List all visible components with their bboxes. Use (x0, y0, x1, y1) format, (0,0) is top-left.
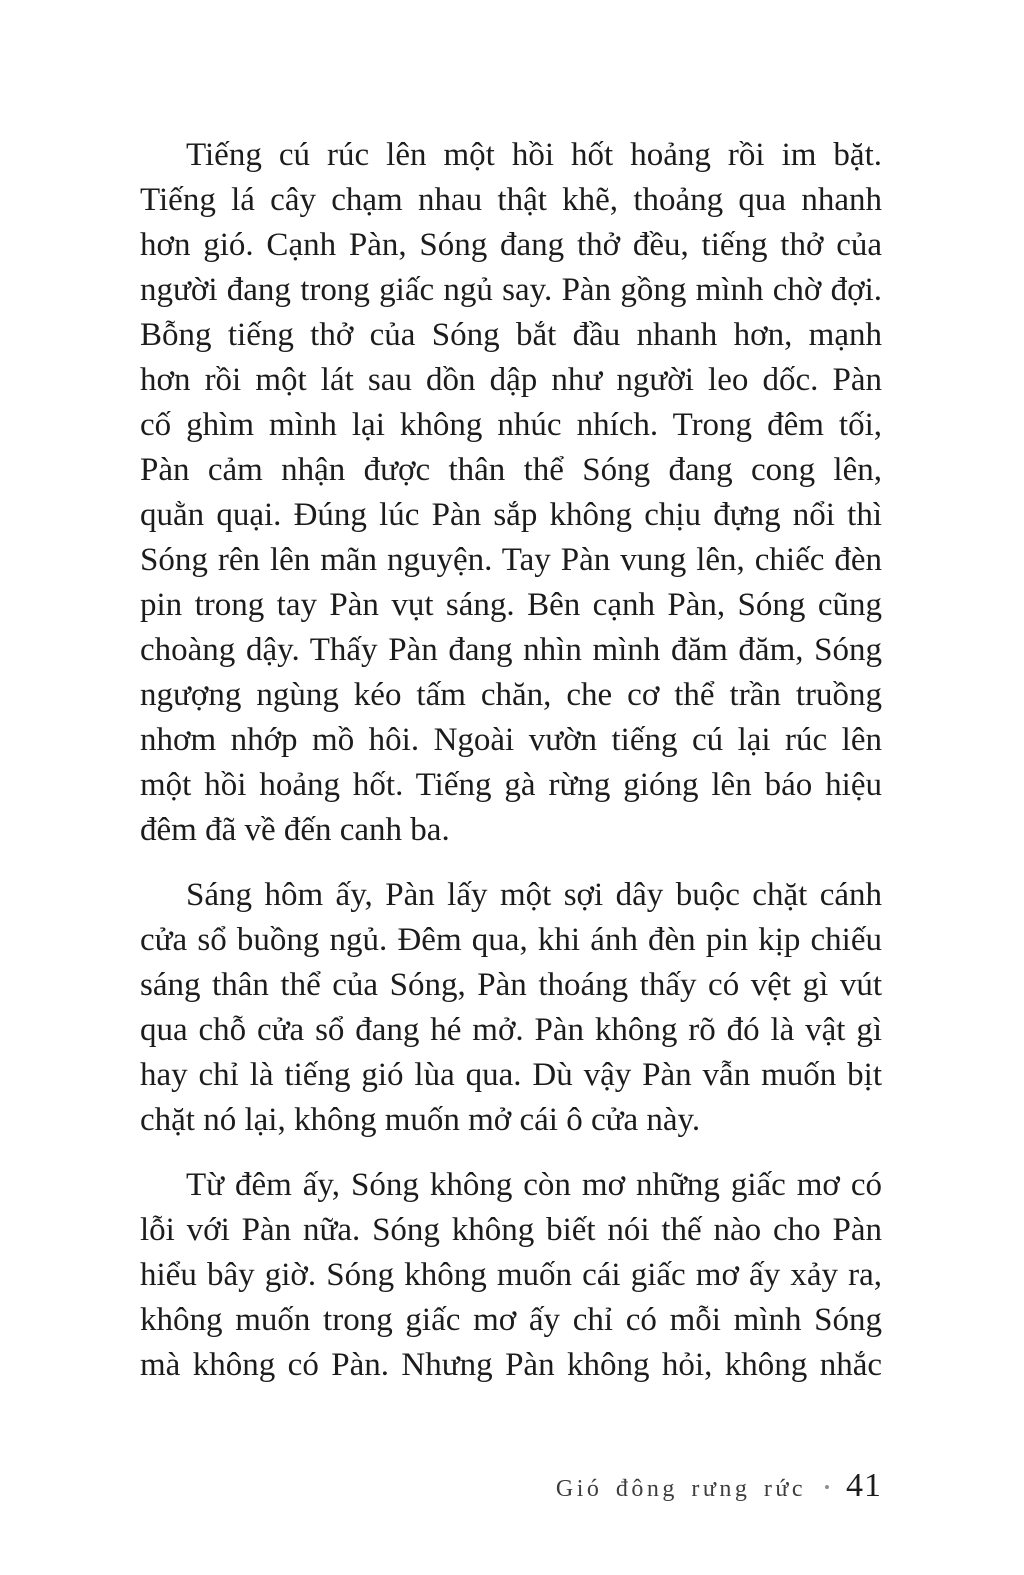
text-line: không muốn trong giấc mơ ấy chỉ có mỗi mình Sóng (140, 1302, 882, 1338)
text-line: Bỗng tiếng thở của Sóng bắt đầu nhanh hơn, mạnh (140, 317, 882, 353)
text-line: Sáng hôm ấy, Pàn lấy một sợi dây buộc chặt cánh (186, 877, 882, 913)
text-line: choàng dậy. Thấy Pàn đang nhìn mình đăm đăm, Sóng (140, 632, 882, 668)
text-line: Tiếng cú rúc lên một hồi hốt hoảng rồi im bặt. (186, 137, 882, 173)
text-line: hiểu bây giờ. Sóng không muốn cái giấc mơ ấy xảy ra, (140, 1257, 882, 1293)
text-line: người đang trong giấc ngủ say. Pàn gồng mình chờ đợi. (140, 272, 882, 308)
text-line: hơn rồi một lát sau dồn dập như người leo dốc. Pàn (140, 362, 882, 398)
text-line: chặt nó lại, không muốn mở cái ô cửa này. (140, 1102, 701, 1138)
page-footer (556, 1467, 882, 1505)
text-line: cửa sổ buồng ngủ. Đêm qua, khi ánh đèn pin kịp chiếu (140, 922, 882, 958)
text-line: pin trong tay Pàn vụt sáng. Bên cạnh Pàn, Sóng cũng (140, 587, 882, 623)
text-line: Pàn cảm nhận được thân thể Sóng đang cong lên, (140, 452, 882, 488)
footer-separator-dot: • (824, 1478, 830, 1497)
text-line: Sóng rên lên mãn nguyện. Tay Pàn vung lên, chiếc đèn (140, 542, 882, 578)
paragraph (140, 133, 882, 853)
paragraph (140, 1163, 882, 1388)
text-line: cố ghìm mình lại không nhúc nhích. Trong đêm tối, (140, 407, 882, 443)
page-text (140, 133, 882, 1408)
text-line: qua chỗ cửa sổ đang hé mở. Pàn không rõ đó là vật gì (140, 1012, 882, 1048)
running-footer-title: Gió đông rưng rức (555, 1476, 807, 1502)
text-line: sáng thân thể của Sóng, Pàn thoáng thấy có vệt gì vút (140, 967, 882, 1003)
paragraph (140, 873, 882, 1143)
text-line: Từ đêm ấy, Sóng không còn mơ những giấc mơ có (186, 1167, 882, 1203)
page-number: 41 (846, 1467, 882, 1504)
text-line: đêm đã về đến canh ba. (140, 812, 450, 848)
text-line: Tiếng lá cây chạm nhau thật khẽ, thoảng qua nhanh (140, 182, 882, 218)
text-line: quằn quại. Đúng lúc Pàn sắp không chịu đựng nổi thì (140, 497, 882, 533)
text-line: hơn gió. Cạnh Pàn, Sóng đang thở đều, tiếng thở của (140, 227, 882, 263)
text-line: ngượng ngùng kéo tấm chăn, che cơ thể trần truồng (140, 677, 882, 713)
text-line: lỗi với Pàn nữa. Sóng không biết nói thế nào cho Pàn (140, 1212, 882, 1248)
text-line: một hồi hoảng hốt. Tiếng gà rừng gióng lên báo hiệu (140, 767, 882, 803)
text-line: nhơm nhớp mồ hôi. Ngoài vườn tiếng cú lại rúc lên (140, 722, 882, 758)
text-line: mà không có Pàn. Nhưng Pàn không hỏi, không nhắc (140, 1347, 882, 1383)
text-line: hay chỉ là tiếng gió lùa qua. Dù vậy Pàn vẫn muốn bịt (140, 1057, 882, 1093)
